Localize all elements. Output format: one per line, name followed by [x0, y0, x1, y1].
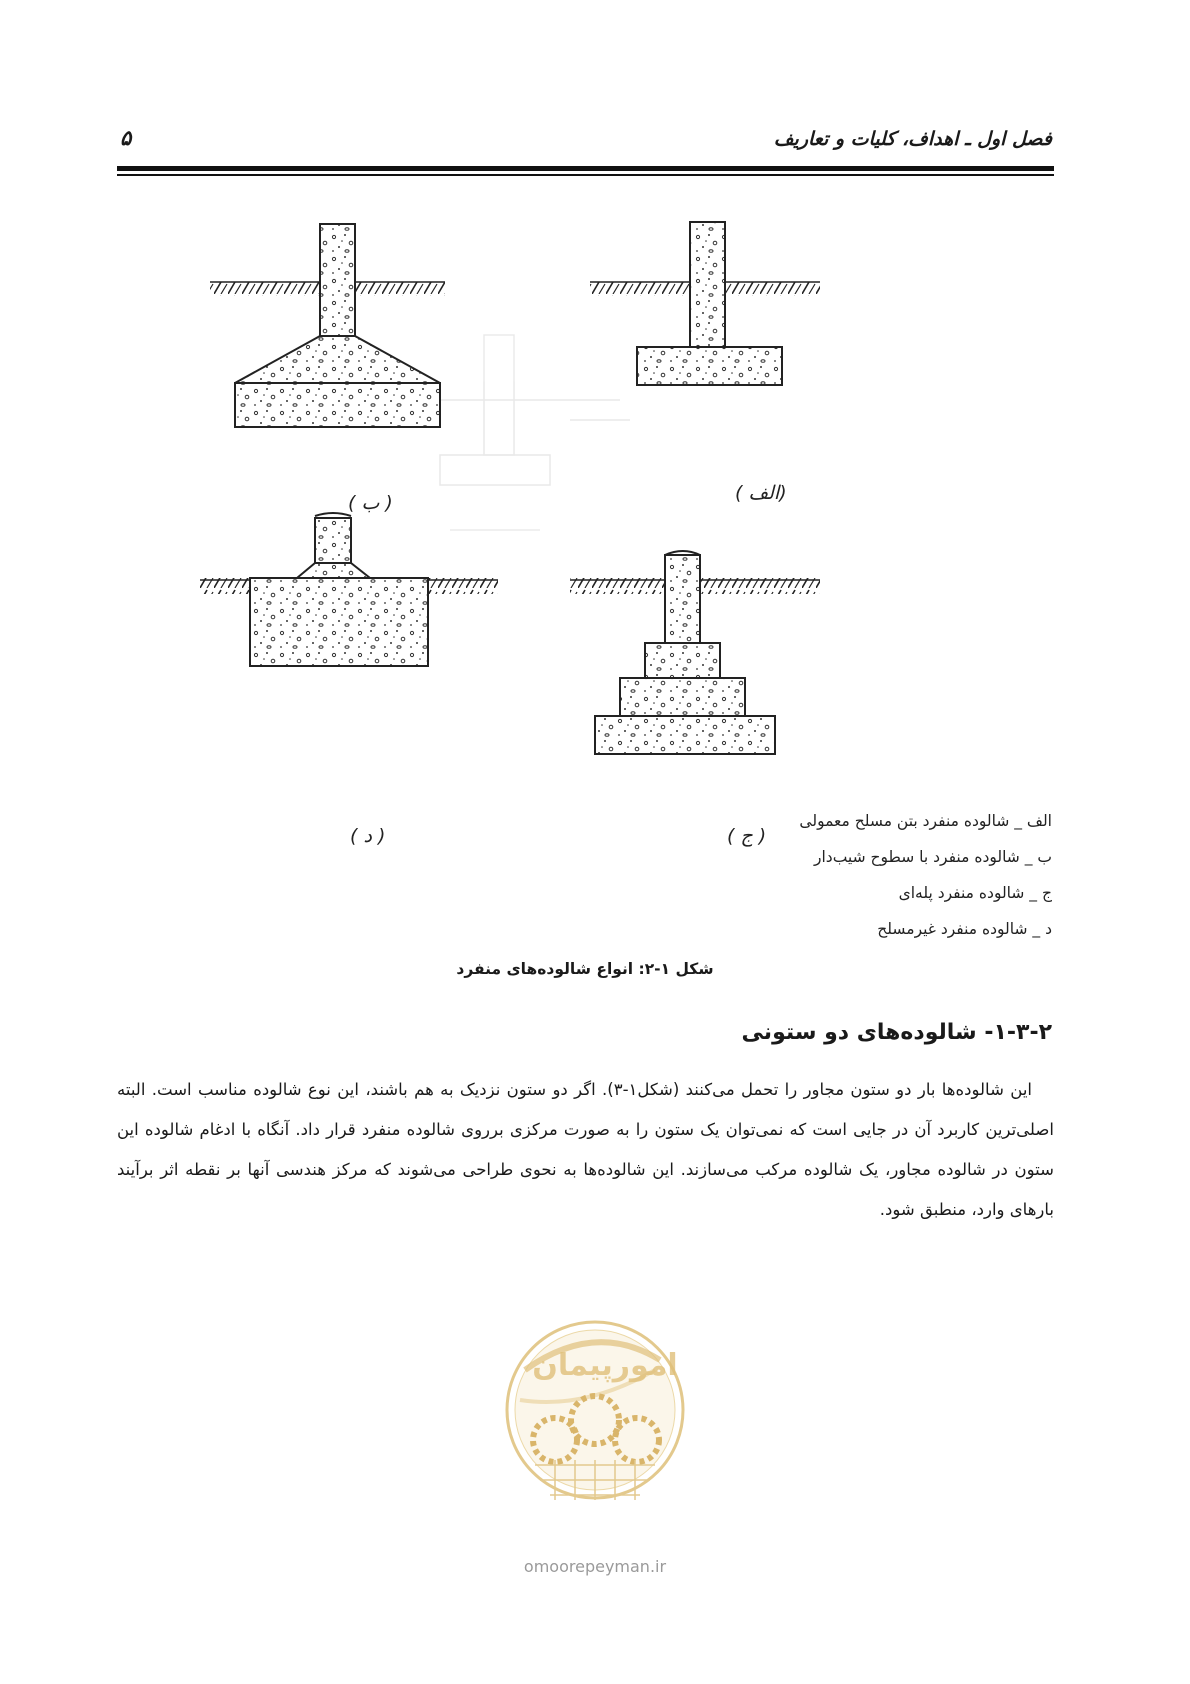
footing-reinforced-drawing	[590, 222, 820, 385]
header-rule-thin	[117, 174, 1054, 176]
legend-item-alef: الف _ شالوده منفرد بتن مسلح معمولی	[799, 812, 1052, 830]
watermark-logo	[495, 1300, 695, 1540]
label-alef: (الف )	[735, 482, 787, 504]
watermark-url: omoorepeyman.ir	[523, 1557, 667, 1576]
chapter-title: فصل اول ـ اهداف، کلیات و تعاریف	[773, 128, 1052, 150]
figure-caption: شکل ۱-۲: انواع شالوده‌های منفرد	[456, 960, 714, 978]
header-rule-thick	[117, 166, 1054, 171]
legend-item-dal: د _ شالوده منفرد غیرمسلح	[877, 920, 1052, 938]
legend-item-be: ب _ شالوده منفرد با سطوح شیب‌دار	[814, 848, 1052, 866]
label-be: ( ب )	[348, 492, 393, 514]
footing-types-figure	[200, 210, 900, 860]
paragraph-text: این شالوده‌ها بار دو ستون مجاور را تحمل می‌کنند (شکل۱-۳). اگر دو ستون نزدیک به هم باشند، این نوع شالوده مناسب است. البته اصلی‌ترین کاربرد آن در جایی است که نمی‌توان یک ستون را به صورت مرکزی برروی شالوده منفرد قرار داد. آنگاه با ادغام شالوده این ستون در شالوده مجاور، یک شالوده مرکب می‌سازند. این شالوده‌ها به نحوی طراحی می‌شوند که مرکز هندسی آنها بر نقطه اثر برآیند بارهای وارد، منطبق شود.	[117, 1080, 1054, 1219]
logo-text: امورپیمان	[532, 1348, 678, 1383]
legend-item-jim: ج _ شالوده منفرد پله‌ای	[898, 884, 1052, 902]
section-paragraph	[117, 1070, 1054, 1230]
footing-unreinforced-drawing	[200, 513, 498, 666]
section-heading: ۱-۳-۲- شالوده‌های دو ستونی	[741, 1020, 1052, 1045]
label-jim: ( ج )	[727, 825, 767, 847]
bleed-through-shadow	[440, 335, 630, 530]
page-number: ۵	[120, 126, 132, 150]
footing-stepped-drawing	[570, 551, 820, 754]
footing-sloped-drawing	[210, 224, 445, 427]
label-dal: ( د )	[350, 825, 386, 847]
